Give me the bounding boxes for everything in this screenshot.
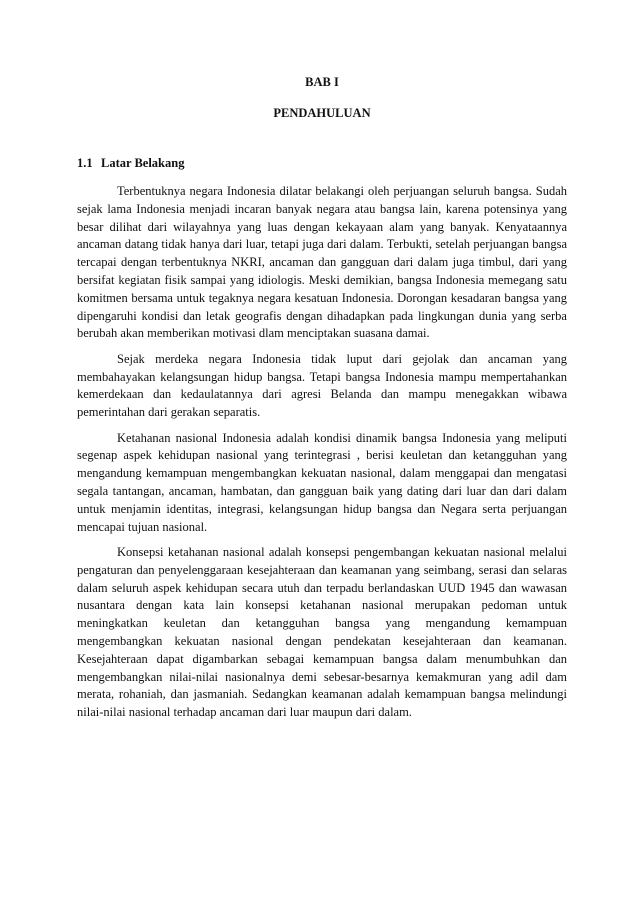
chapter-number: BAB I	[305, 75, 339, 89]
body-text	[77, 183, 567, 729]
section-number: 1.1	[77, 156, 93, 170]
chapter-title: PENDAHULUAN	[273, 106, 371, 120]
paragraph-latar-belakang-2: Sejak merdeka negara Indonesia tidak luput dari gejolak dan ancaman yang membahayakan kelangsungan hidup bangsa. Tetapi bangsa Indonesia mampu mempertahankan kemerdekaan dan kedaulatannya dari agresi Belanda dan mampu menegakkan wibawa pemerintahan dari gerakan separatis.	[77, 351, 567, 420]
paragraph-latar-belakang-4: Konsepsi ketahanan nasional adalah konsepsi pengembangan kekuatan nasional melalui pengaturan dan penyelenggaraan kesejahteraan dan keamanan yang seimbang, serasi dan selaras dalam seluruh aspek kehidupan secara utuh dan terpadu berlandaskan UUD 1945 dan wawasan nusantara dengan kata lain konsepsi ketahanan nasional merupakan pedoman untuk meningkatkan keuletan dan ketangguhan bangsa yang mengandung kemampuan mengembangkan kekuatan nasional dengan pendekatan kesejahteraan dan keamanan. Kesejahteraan dapat digambarkan sebagai kemampuan bangsa dalam menumbuhkan dan mengembangkan nilai-nilai nasionalnya demi sebesar-besarnya kemakmuran yang adil dam merata, rohaniah, dan jasmaniah. Sedangkan keamanan adalah kemampuan bangsa melindungi nilai-nilai nasional terhadap ancaman dari luar maupun dari dalam.	[77, 544, 567, 720]
section-heading	[77, 156, 184, 171]
paragraph-latar-belakang-3: Ketahanan nasional Indonesia adalah kondisi dinamik bangsa Indonesia yang meliputi segenap aspek kehidupan nasional yang terintegrasi , berisi keuletan dan ketangguhan yang mengandung kemampuan mengembangkan kekuatan nasional, dalam menggapai dan mengatasi segala tantangan, ancaman, hambatan, dan gangguan baik yang dating dari luar dan dari dalam untuk menjamin identitas, integrasi, kelangsungan hidup bangsa dan Negara serta perjuangan mencapai tujuan nasional.	[77, 430, 567, 534]
paragraph-latar-belakang-1: Terbentuknya negara Indonesia dilatar belakangi oleh perjuangan seluruh bangsa. Sudah sejak lama Indonesia menjadi incaran banyak negara atau bangsa lain, karena potensinya yang besar dilihat dari wilayahnya yang luas dengan kekayaan alam yang banyak. Kenyataannya ancaman datang tidak hanya dari luar, tetapi juga dari dalam. Terbukti, setelah perjuangan bangsa tercapai dengan terbentuknya NKRI, ancaman dan gangguan dari dalam juga timbul, dari yang bersifat kegiatan fisik sampai yang idiologis. Meski demikian, bangsa Indonesia memegang satu komitmen bersama untuk tegaknya negara kesatuan Indonesia. Dorongan kesadaran bangsa yang dipengaruhi kondisi dan letak geografis dengan dihadapkan pada lingkungan dunia yang serba berubah akan memberikan motivasi dlam menciptakan suasana damai.	[77, 184, 567, 341]
section-title: Latar Belakang	[101, 156, 185, 170]
